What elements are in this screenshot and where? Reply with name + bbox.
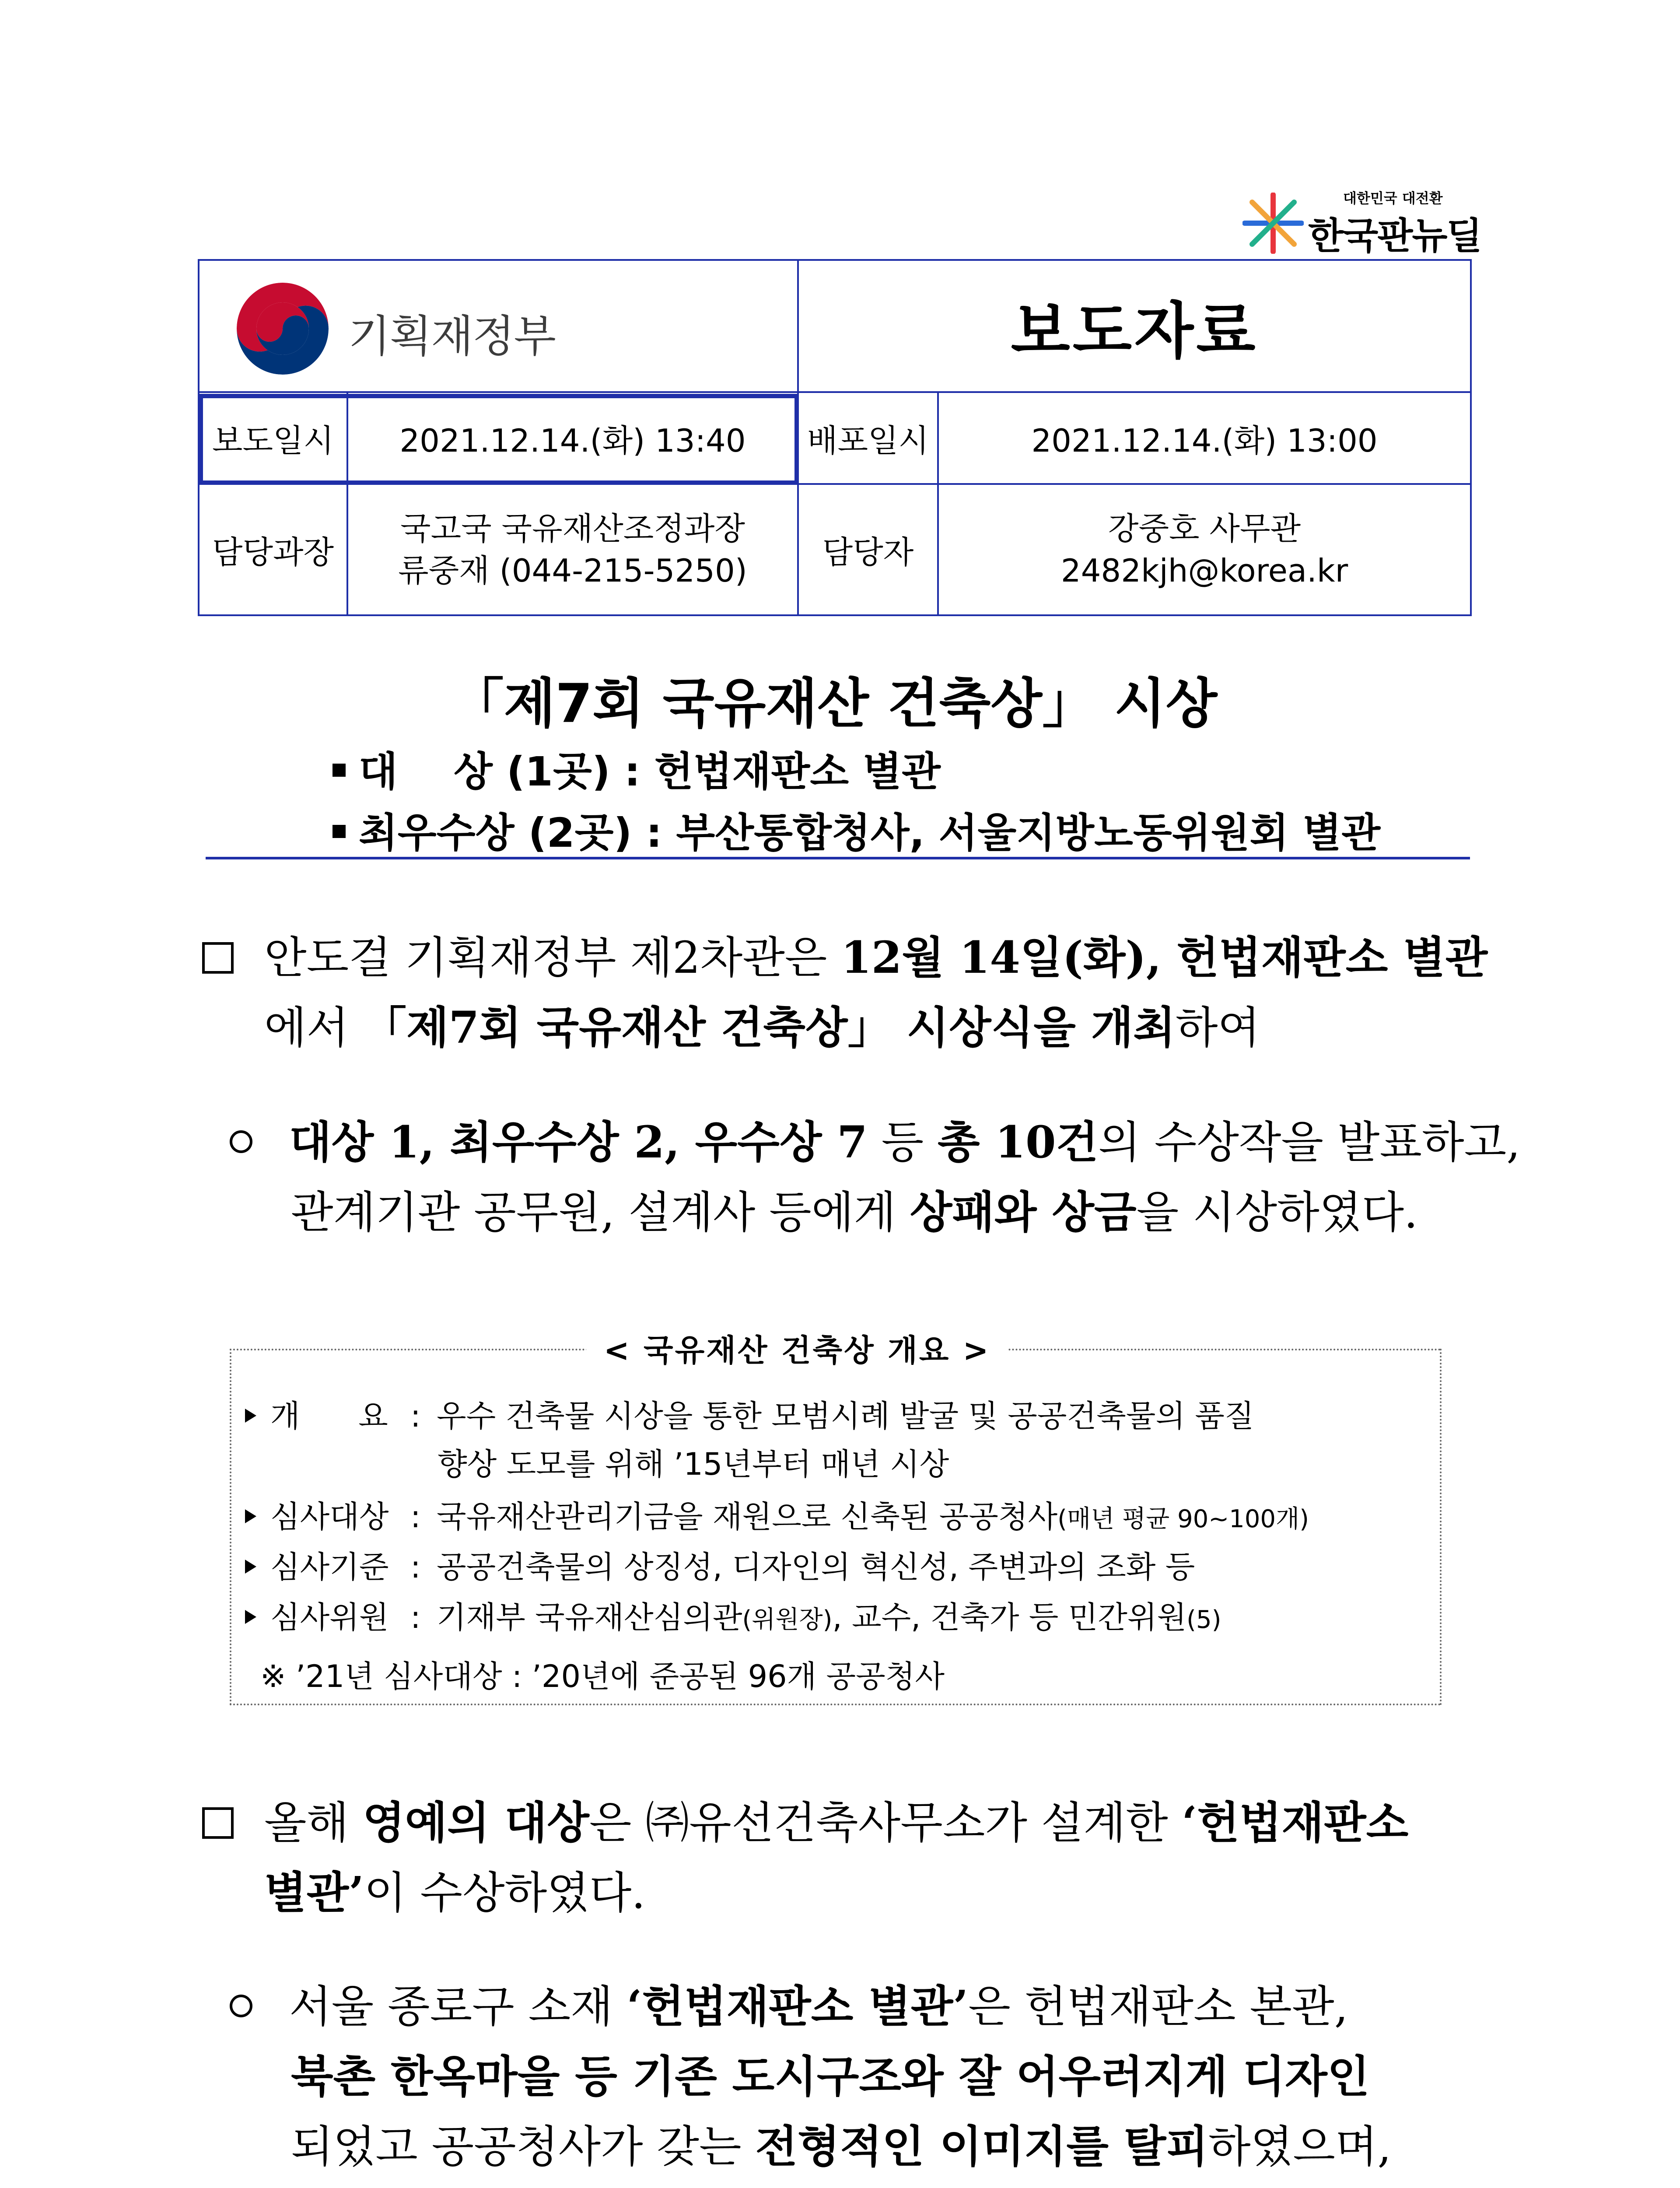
overview-text-target-note: (매년 평균 90~100개) <box>1057 1505 1309 1533</box>
doc-type-title: 보도자료 <box>798 260 1471 392</box>
overview-colon: : <box>410 1549 421 1585</box>
triangle-bullet-icon <box>245 1509 256 1523</box>
p4-text-b: ‘헌법재판소 별관’ <box>626 1981 969 2032</box>
overview-colon: : <box>410 1398 421 1434</box>
p3-text-e: 별관’ <box>264 1867 364 1918</box>
star-burst-icon <box>1242 193 1304 254</box>
overview-text-judges-note: (위원장) <box>742 1606 833 1634</box>
overview-label-target: 심사대상 <box>270 1499 389 1535</box>
overview-colon: : <box>410 1599 421 1635</box>
paragraph-3-line-1 <box>202 1788 1408 1851</box>
p2-text-d: 의 수상작을 발표하고, <box>1098 1117 1520 1168</box>
overview-text-judges: 기재부 국유재산심의관 <box>437 1599 742 1635</box>
press-date-label: 보도일시 <box>199 392 347 484</box>
dept-line1: 국고국 국유재산조정과장 <box>400 510 745 547</box>
ministry-name: 기획재정부 <box>348 311 555 362</box>
subtitle-excellence-prize-text: 최우수상 (2곳) : 부산통합청사, 서울지방노동위원회 별관 <box>359 810 1381 856</box>
p4-text-f: 전형적인 이미지를 탈피 <box>755 2121 1209 2172</box>
p2-text-e: 관계기관 공무원, 설계사 등에게 <box>291 1187 910 1238</box>
checkbox-bullet-icon <box>202 1807 234 1839</box>
p3-text-f: 이 수상하였다. <box>364 1867 646 1918</box>
triangle-bullet-icon <box>245 1409 256 1423</box>
overview-title: < 국유재산 건축상 개요 > <box>586 1326 1008 1370</box>
title-divider <box>206 857 1470 859</box>
p3-text-d: ‘헌법재판소 <box>1182 1797 1409 1848</box>
p1-text-b: 12월 14일(화), 헌법재판소 별관 <box>841 932 1488 983</box>
overview-row-judges <box>245 1593 1221 1637</box>
overview-label-judges: 심사위원 <box>270 1599 389 1635</box>
dept-line2: 류중재 (044-215-5250) <box>398 552 747 589</box>
p4-text-g: 하였으며, <box>1208 2121 1392 2172</box>
header-table <box>198 259 1472 616</box>
p2-text-c: 총 10건 <box>938 1116 1099 1168</box>
paragraph-1-line-1 <box>202 922 1488 985</box>
paragraph-4-line-3 <box>291 2111 1391 2174</box>
subtitle-grand-prize-text: 대 상 (1곳) : 헌법재판소 별관 <box>359 748 941 795</box>
p2-text-g: 을 시상하였다. <box>1136 1187 1418 1238</box>
release-date-value: 2021.12.14.(화) 13:00 <box>938 392 1471 484</box>
p2-text-b: 등 <box>867 1117 938 1168</box>
paragraph-1-line-2 <box>264 992 1260 1055</box>
p3-text-b: 영예의 대상 <box>363 1797 589 1848</box>
p1-text-c: 에서 <box>264 1002 363 1053</box>
overview-row-summary-cont <box>438 1440 949 1484</box>
p3-text-a: 올해 <box>264 1797 363 1848</box>
p2-text-f: 상패와 상금 <box>910 1186 1137 1238</box>
p1-text-d: 「제7회 국유재산 건축상」 시상식을 개최 <box>363 1002 1176 1053</box>
triangle-bullet-icon <box>245 1560 256 1574</box>
contact-line2: 2482kjh@korea.kr <box>1060 552 1348 589</box>
overview-row-criteria <box>245 1543 1195 1587</box>
overview-label-summary: 개 요 <box>270 1398 388 1434</box>
subtitle-grand-prize <box>332 740 941 797</box>
release-date-label: 배포일시 <box>798 392 938 484</box>
square-bullet-icon <box>332 764 346 777</box>
p2-text-a: 대상 1, 최우수상 2, 우수상 7 <box>289 1116 868 1168</box>
ministry-cell <box>199 260 798 392</box>
p4-text-d: 북촌 한옥마을 등 기존 도시구조와 잘 어우러지게 디자인 <box>291 2051 1370 2102</box>
contact-label: 담당자 <box>798 484 938 615</box>
contact-line1: 강중호 사무관 <box>1108 510 1301 547</box>
dept-value <box>347 484 798 615</box>
paragraph-4-line-1 <box>230 1971 1348 2034</box>
paragraph-2-line-1 <box>230 1107 1520 1170</box>
overview-colon: : <box>410 1499 421 1535</box>
p3-text-c: 은 ㈜유선건축사무소가 설계한 <box>589 1797 1182 1848</box>
contact-value <box>938 484 1471 615</box>
checkbox-bullet-icon <box>202 942 234 974</box>
overview-label-criteria: 심사기준 <box>270 1549 389 1585</box>
p4-text-e: 되었고 공공청사가 갖는 <box>291 2121 756 2172</box>
p4-text-c: 은 헌법재판소 본관, <box>968 1981 1348 2032</box>
main-title: 「제7회 국유재산 건축상」 시상 <box>450 673 1218 735</box>
p1-text-e: 하여 <box>1175 1002 1260 1053</box>
overview-text-judges-2: , 교수, 건축가 등 민간위원 <box>832 1599 1187 1635</box>
p1-text-a: 안도걸 기획재정부 제2차관은 <box>264 932 841 983</box>
square-bullet-icon <box>332 825 346 838</box>
logo-slogan: 대한민국 대전환 <box>1343 190 1443 207</box>
overview-text-target: 국유재산관리기금을 재원으로 신축된 공공청사 <box>437 1499 1058 1535</box>
overview-text-criteria: 공공건축물의 상징성, 디자인의 혁신성, 주변과의 조화 등 <box>437 1549 1195 1585</box>
overview-row-summary <box>245 1392 1254 1436</box>
triangle-bullet-icon <box>245 1610 256 1624</box>
logo-name: 한국판뉴딜 <box>1308 214 1481 257</box>
overview-text-summary-2: 향상 도모를 위해 ’15년부터 매년 시상 <box>438 1446 949 1482</box>
p4-text-a: 서울 종로구 소재 <box>289 1981 627 2032</box>
taegeuk-emblem-icon <box>234 281 331 377</box>
subtitle-excellence-prize <box>332 801 1380 859</box>
overview-text-summary: 우수 건축물 시상을 통한 모범시례 발굴 및 공공건축물의 품질 <box>437 1398 1254 1434</box>
overview-text-judges-note-2: (5) <box>1186 1606 1222 1634</box>
paragraph-3-line-2 <box>264 1858 645 1921</box>
press-date-value: 2021.12.14.(화) 13:40 <box>347 392 798 484</box>
circle-bullet-icon <box>230 1995 252 2017</box>
overview-row-target <box>245 1492 1309 1536</box>
korean-new-deal-logo <box>1242 184 1481 260</box>
dept-label: 담당과장 <box>199 484 347 615</box>
circle-bullet-icon <box>230 1130 252 1153</box>
paragraph-4-line-2 <box>291 2041 1370 2104</box>
overview-note: ※ ’21년 심사대상 : ’20년에 준공된 96개 공공청사 <box>260 1659 945 1694</box>
paragraph-2-line-2 <box>291 1177 1418 1240</box>
